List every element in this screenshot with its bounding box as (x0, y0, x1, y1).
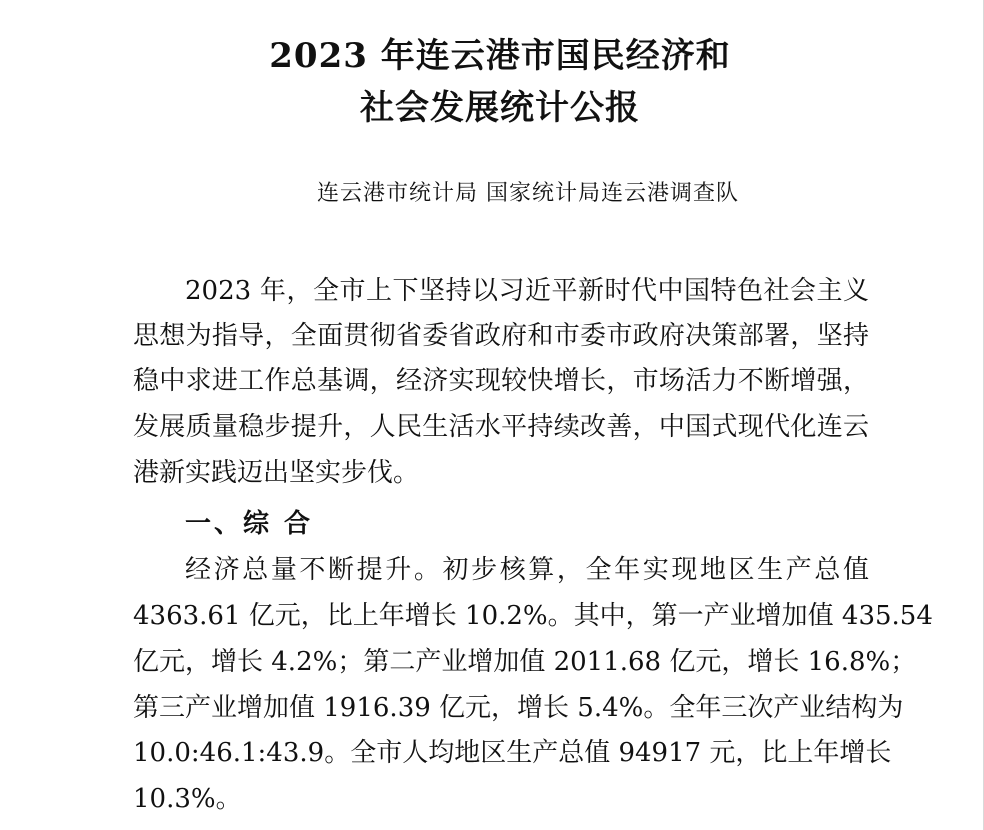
section-paragraph-line: 10.3%。 (133, 784, 242, 814)
section-heading: 一、综 合 (185, 509, 314, 539)
intro-paragraph-line: 稳中求进工作总基调，经济实现较快增长，市场活力不断增强， (133, 366, 869, 396)
intro-paragraph-line: 思想为指导，全面贯彻省委省政府和市委市政府决策部署，坚持 (133, 321, 869, 351)
section-paragraph-line: 10.0:46.1:43.9。全市人均地区生产总值 94917 元，比上年增长 (133, 738, 892, 768)
intro-paragraph-line: 2023 年，全市上下坚持以习近平新时代中国特色社会主义 (185, 276, 869, 306)
intro-paragraph-line: 港新实践迈出坚实步伐。 (133, 458, 420, 488)
intro-paragraph-line: 发展质量稳步提升，人民生活水平持续改善，中国式现代化连云 (133, 412, 869, 442)
section-paragraph-line: 经济总量不断提升。初步核算，全年实现地区生产总值 (185, 555, 869, 585)
document-authors: 连云港市统计局 国家统计局连云港调查队 (317, 181, 739, 206)
document-title-line-1: 2023 年连云港市国民经济和 (269, 36, 731, 76)
document-title-line-2: 社会发展统计公报 (360, 88, 640, 128)
section-paragraph-line: 第三产业增加值 1916.39 亿元，增长 5.4%。全年三次产业结构为 (133, 693, 904, 723)
section-paragraph-line: 亿元，增长 4.2%；第二产业增加值 2011.68 亿元，增长 16.8%； (133, 647, 917, 677)
section-paragraph-line: 4363.61 亿元，比上年增长 10.2%。其中，第一产业增加值 435.54 (133, 601, 933, 631)
